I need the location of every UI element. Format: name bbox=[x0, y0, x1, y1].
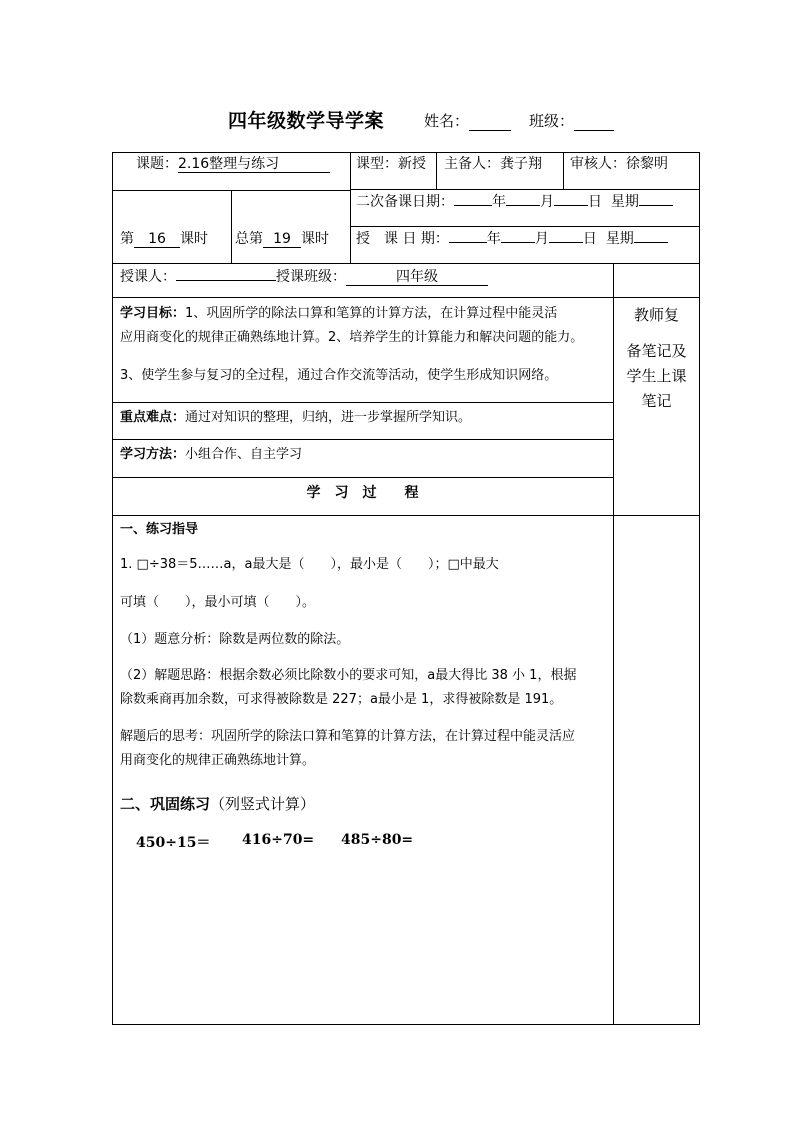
total-lesson-number bbox=[235, 230, 329, 248]
exercise-item: 485÷80= bbox=[341, 832, 414, 848]
lesson-number-value: 16 bbox=[134, 231, 180, 248]
topic-cell bbox=[136, 155, 330, 173]
month-label: 月 bbox=[540, 194, 554, 210]
teach-year-blank[interactable] bbox=[449, 242, 487, 243]
approach-line: （2）解题思路：根据余数必须比除数小的要求可知，a最大得比 38 小 1，根据 bbox=[120, 668, 577, 683]
day-label: 日 bbox=[588, 194, 602, 210]
week-label: 星期 bbox=[605, 231, 634, 247]
year-label: 年 bbox=[486, 231, 501, 247]
key-points-text: 通过对知识的整理，归纳，进一步掌握所学知识。 bbox=[185, 410, 472, 425]
key-points bbox=[120, 406, 471, 430]
reviewer: 审核人：徐黎明 bbox=[570, 156, 668, 172]
second-prep-day-blank[interactable] bbox=[554, 205, 588, 206]
second-prep-year-blank[interactable] bbox=[454, 205, 492, 206]
year-label: 年 bbox=[492, 194, 506, 210]
learning-objectives bbox=[120, 302, 610, 388]
side-note-line: 备笔记及 bbox=[626, 342, 687, 360]
objectives-line: 应用商变化的规律正确熟练地计算。2、培养学生的计算能力和解决问题的能力。 bbox=[120, 330, 584, 345]
reflection-line: 解题后的思考：巩固所学的除法口算和笔算的计算方法，在计算过程中能灵活应 bbox=[120, 729, 576, 744]
teaching-class-value: 四年级 bbox=[346, 269, 488, 286]
lesson-number bbox=[120, 230, 208, 248]
second-prep-month-blank[interactable] bbox=[506, 205, 540, 206]
side-note-line: 教师复 bbox=[633, 306, 679, 324]
analysis-text: （1）题意分析：除数是两位数的除法。 bbox=[120, 632, 350, 647]
teacher-blank[interactable] bbox=[176, 280, 276, 281]
class-label: 班级： bbox=[529, 112, 575, 130]
method-text: 小组合作、自主学习 bbox=[185, 447, 303, 462]
teach-date bbox=[356, 230, 668, 248]
section2-heading bbox=[120, 795, 315, 813]
reflection-line: 用商变化的规律正确熟练地计算。 bbox=[120, 753, 316, 768]
section2-note: （列竖式计算） bbox=[210, 795, 316, 813]
lesson-suffix: 课时 bbox=[180, 231, 208, 247]
teach-date-label: 授 课 日 期： bbox=[356, 231, 449, 247]
side-note-line: 学生上课 bbox=[626, 367, 687, 385]
process-title: 学 习 过 程 bbox=[306, 485, 419, 501]
side-note-line: 笔记 bbox=[641, 392, 672, 410]
day-label: 日 bbox=[582, 231, 597, 247]
teach-month-blank[interactable] bbox=[501, 242, 535, 243]
name-label: 姓名： bbox=[424, 112, 470, 130]
preparer: 主备人：龚子翔 bbox=[444, 156, 542, 172]
document-title: 四年级数学导学案 bbox=[228, 110, 385, 132]
second-prep-label: 二次备课日期： bbox=[356, 194, 454, 210]
topic-value: 2.16整理与练习 bbox=[178, 156, 330, 173]
month-label: 月 bbox=[534, 231, 549, 247]
total-number-value: 19 bbox=[263, 231, 301, 248]
section1-title: 一、练习指导 bbox=[120, 522, 199, 537]
teacher-label: 授课人： bbox=[120, 269, 176, 285]
teach-week-blank[interactable] bbox=[634, 242, 668, 243]
learning-method bbox=[120, 443, 302, 467]
second-prep-week-blank[interactable] bbox=[639, 205, 673, 206]
method-label: 学习方法： bbox=[120, 447, 186, 462]
lesson-type: 课型：新授 bbox=[356, 156, 426, 172]
teacher-cell bbox=[120, 268, 488, 286]
approach-line: 除数乘商再加余数，可求得被除数是 227；a最小是 1，求得被除数是 191。 bbox=[120, 692, 563, 707]
week-label: 星期 bbox=[610, 194, 639, 210]
exercise-item: 416÷70= bbox=[242, 832, 315, 848]
objectives-line: 1、巩固所学的除法口算和笔算的计算方法，在计算过程中能灵活 bbox=[185, 306, 558, 321]
section2-title: 二、巩固练习 bbox=[120, 795, 211, 813]
exercise-item: 450÷15＝ bbox=[136, 835, 211, 851]
total-suffix: 课时 bbox=[301, 231, 329, 247]
reflection-text bbox=[120, 725, 610, 773]
teach-day-blank[interactable] bbox=[549, 242, 583, 243]
key-points-label: 重点难点： bbox=[120, 410, 186, 425]
teaching-class-label: 授课班级： bbox=[276, 269, 346, 285]
second-prep-date bbox=[356, 193, 673, 211]
approach-text bbox=[120, 664, 610, 712]
question-line: 可填（ ），最小可填（ ）。 bbox=[120, 595, 316, 610]
question-line: 1. □÷38＝5……a，a最大是（ ），最小是（ ）；□中最大 bbox=[120, 557, 499, 572]
total-prefix: 总第 bbox=[235, 231, 263, 247]
objectives-label: 学习目标： bbox=[120, 306, 186, 321]
side-notes bbox=[614, 303, 699, 414]
lesson-prefix: 第 bbox=[120, 231, 134, 247]
objectives-line: 3、使学生参与复习的全过程，通过合作交流等活动，使学生形成知识网络。 bbox=[120, 368, 558, 383]
topic-label: 课题： bbox=[136, 156, 178, 172]
